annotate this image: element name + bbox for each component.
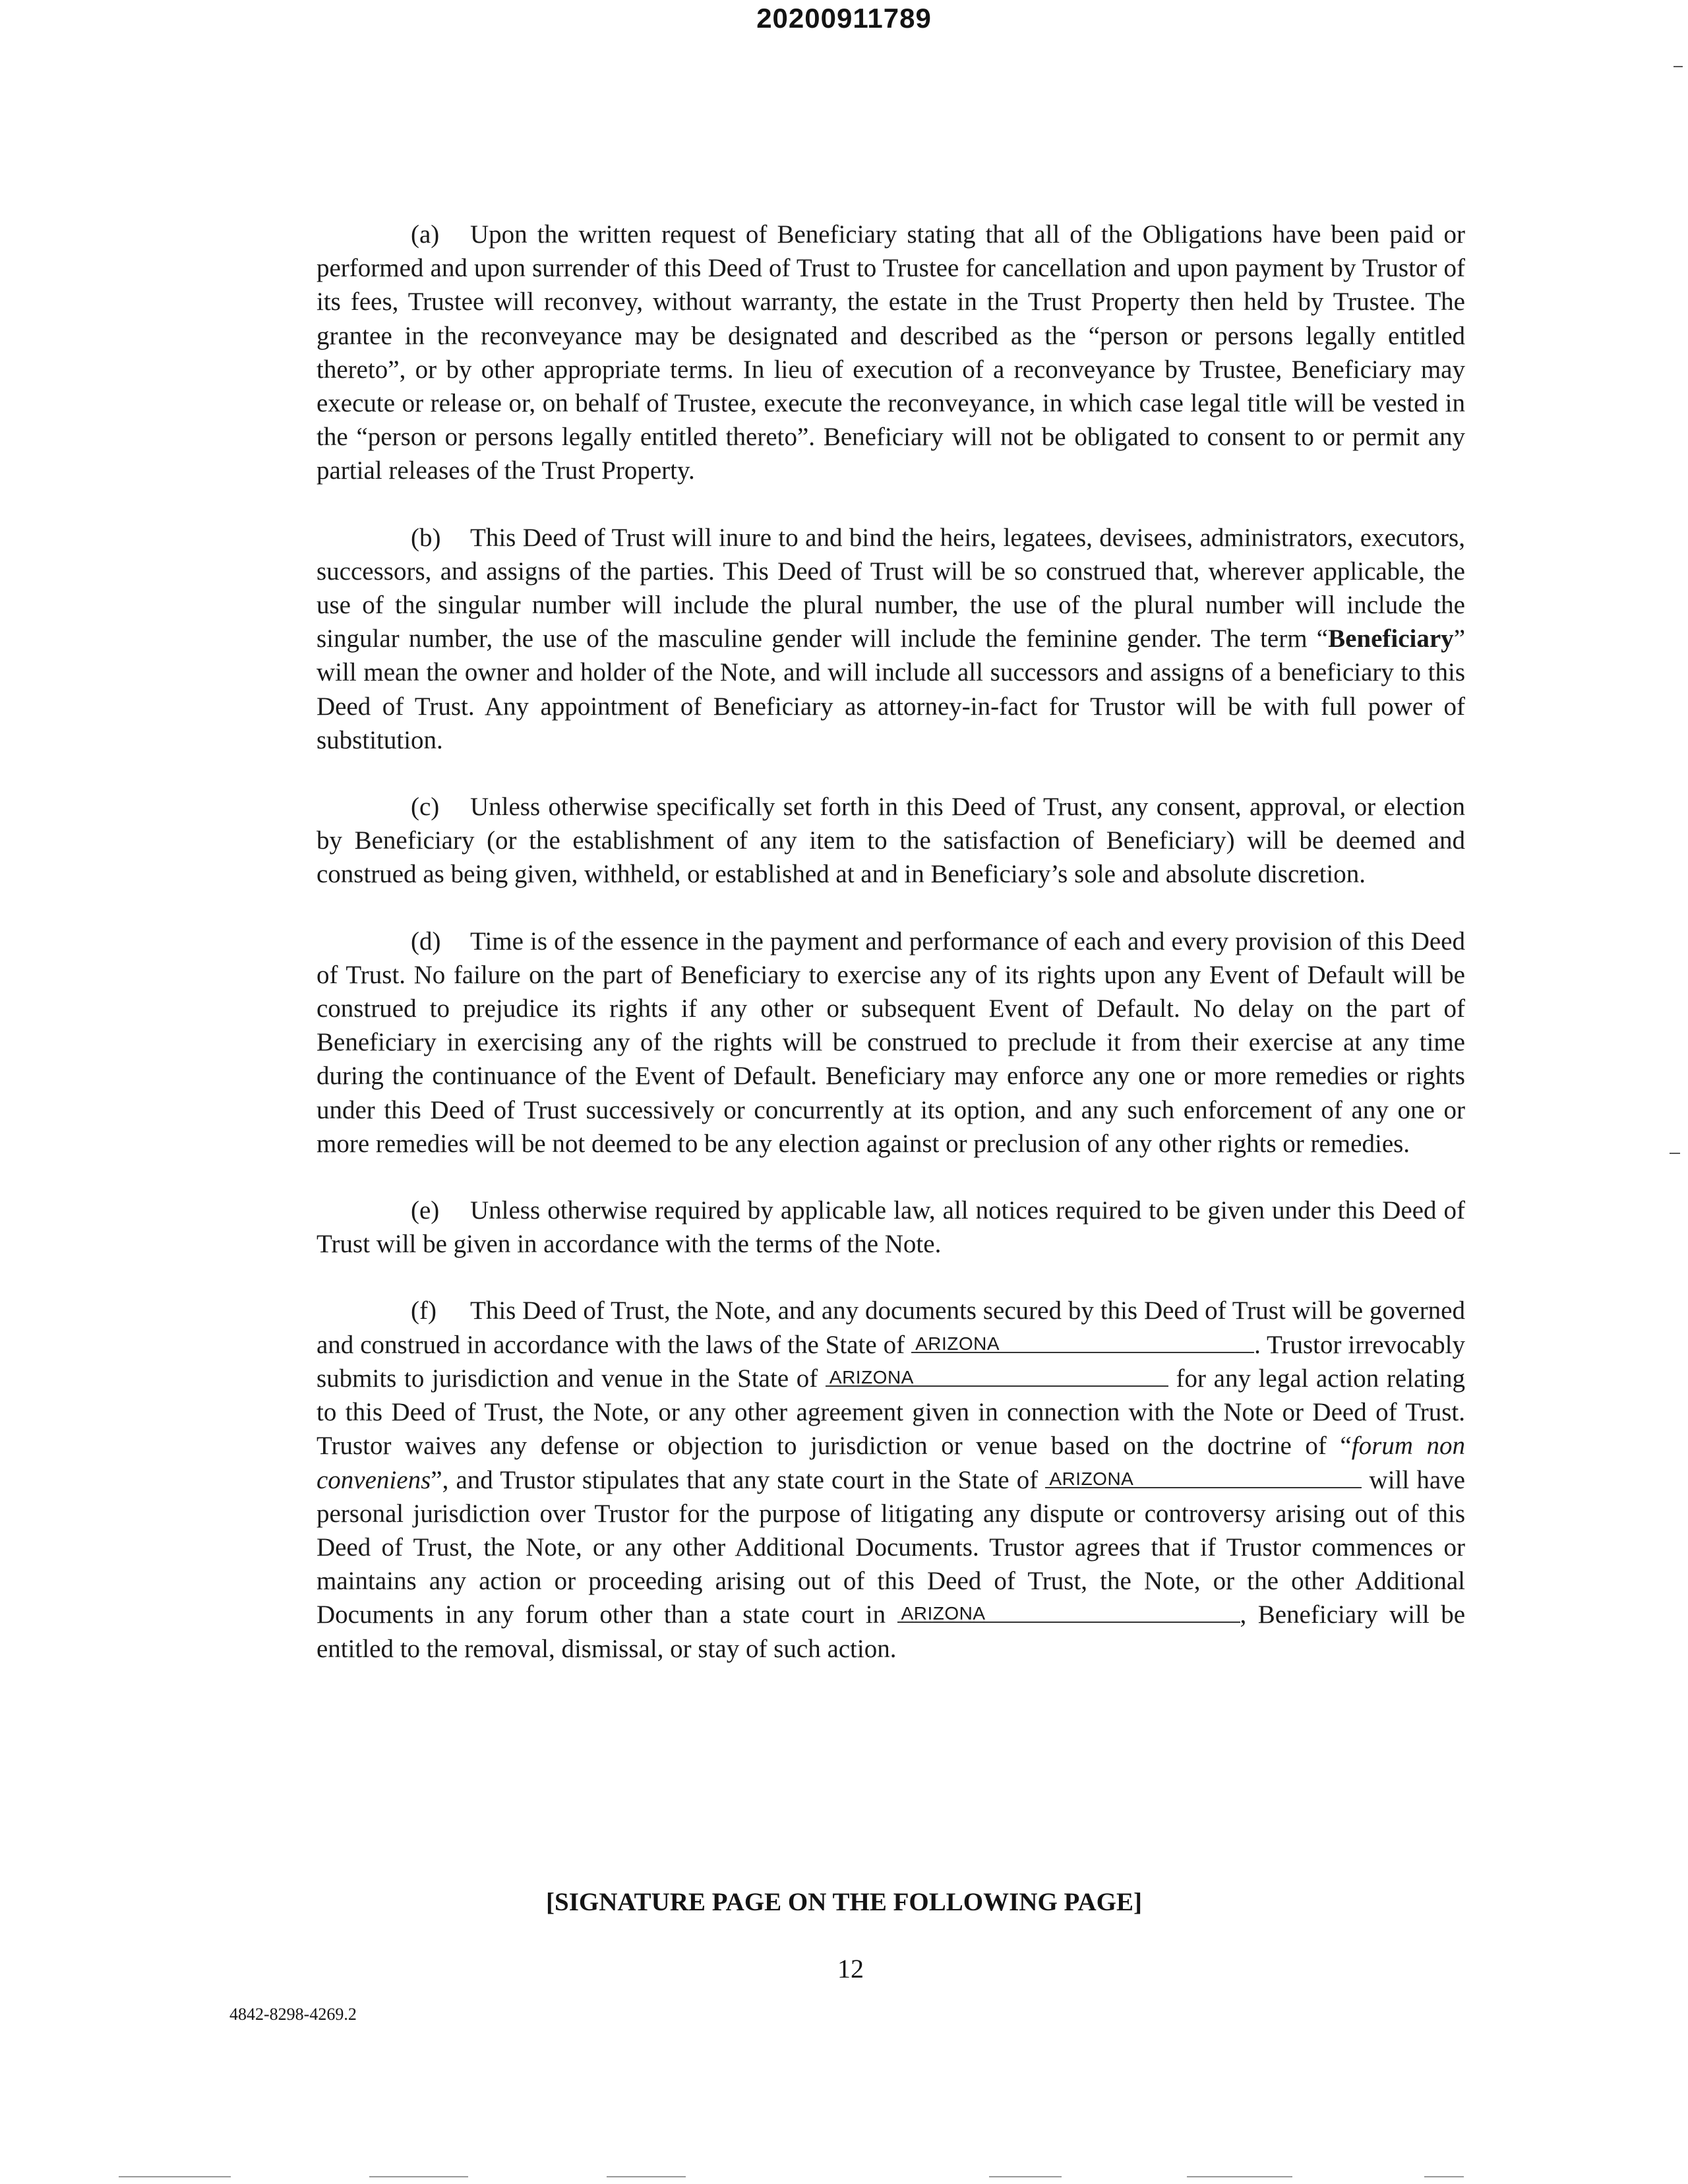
state-fill-blank xyxy=(897,1599,1240,1623)
state-fill-value: ARIZONA xyxy=(901,1603,986,1624)
scan-artifact xyxy=(369,2176,468,2177)
paragraph-marker: (d) xyxy=(411,926,441,956)
italic-term: forum non conveniens xyxy=(316,1432,1465,1494)
paragraph-text: Upon the written request of Beneficiary stating that all of the Obligations have been paid or performed and upon surrender of this Deed of Trust to Trustee for cancellation and upon payment by Trustor of its fees, Trustee will reconvey, without warranty, the estate in the Trust Property then held by Trustee. The grantee in the reconveyance may be designated and described as the “person or persons legally entitled thereto”, or by other appropriate terms. In lieu of execution of a reconveyance by Trustee, Beneficiary may execute or release or, on behalf of Trustee, execute the reconveyance, in which case legal title will be vested in the “person or persons legally entitled thereto”. Beneficiary will not be obligated to consent to or permit any partial releases of the Trust Property. xyxy=(316,220,1465,485)
state-fill-blank xyxy=(826,1363,1168,1387)
paragraph-text: This Deed of Trust will inure to and bind the heirs, legatees, devisees, administrators, executors, successors, and assigns of the parties. This Deed of Trust will be so construed that, wherever applicable, the use of the singular number will include the plural number, the use of the plural number will include the singular number, the use of the masculine gender will include the feminine gender. The term “ xyxy=(316,523,1465,653)
scan-artifact xyxy=(1673,66,1683,67)
scan-artifact xyxy=(607,2176,686,2177)
state-fill-blank xyxy=(1045,1465,1362,1488)
scan-artifact xyxy=(1424,2176,1464,2177)
signature-page-note: [SIGNATURE PAGE ON THE FOLLOWING PAGE] xyxy=(546,1888,1142,1916)
paragraph-marker: (e) xyxy=(411,1196,440,1225)
paragraph-marker: (f) xyxy=(411,1296,437,1325)
state-fill-value: ARIZONA xyxy=(1049,1468,1134,1489)
paragraph-f xyxy=(316,1294,1465,1665)
paragraph-text: ”, and Trustor stipulates that any state court in the State of xyxy=(431,1465,1039,1494)
paragraph-marker: (a) xyxy=(411,220,440,249)
paragraph-b xyxy=(316,521,1465,757)
scan-artifact xyxy=(119,2176,231,2177)
paragraph-text: will have personal jurisdiction over Trustor for the purpose of litigating any dispute or controversy arising out of this Deed of Trust, the Note, or any other Additional Documents. Trustor agrees that if Trustor commences or maintains any action or proceeding arising out of this Deed of Trust, the Note, or the other Additional Documents in any forum other than a state court in xyxy=(316,1465,1465,1629)
recording-number: 20200911789 xyxy=(756,3,932,34)
paragraph-d xyxy=(316,925,1465,1161)
state-fill-value: ARIZONA xyxy=(915,1333,1000,1354)
paragraph-text: , Beneficiary will be entitled to the removal, dismissal, or stay of such action. xyxy=(316,1600,1465,1663)
page-number: 12 xyxy=(837,1954,864,1984)
state-fill-blank xyxy=(911,1329,1254,1353)
paragraph-text: for any legal action relating to this Deed of Trust, the Note, or any other agreement given in connection with the Note or Deed of Trust. Trustor waives any defense or objection to jurisdiction or venue based on the doctrine of “ xyxy=(316,1364,1466,1461)
paragraph-c xyxy=(316,790,1465,892)
paragraph-text: This Deed of Trust, the Note, and any documents secured by this Deed of Trust will be governed and construed in accordance with the laws of the State of xyxy=(316,1296,1465,1359)
document-body xyxy=(316,218,1465,1697)
defined-term: Beneficiary xyxy=(1328,624,1454,653)
scan-artifact xyxy=(1187,2176,1292,2177)
paragraph-text: Time is of the essence in the payment and performance of each and every provision of this Deed of Trust. No failure on the part of Beneficiary to exercise any of its rights upon any Event of Default will be construed to prejudice its rights if any other or subsequent Event of Default. No delay on the part of Beneficiary in exercising any of the rights will be construed to preclude it from their exercise at any time during the continuance of the Event of Default. Beneficiary may enforce any one or more remedies or rights under this Deed of Trust successively or concurrently at its option, and any such enforcement of any one or more remedies will be not deemed to be any election against or preclusion of any other rights or remedies. xyxy=(316,926,1465,1158)
paragraph-text: Unless otherwise specifically set forth in this Deed of Trust, any consent, approval, or election by Beneficiary (or the establishment of any item to the satisfaction of Beneficiary) will be deemed and construed as being given, withheld, or established at and in Beneficiary’s sole and absolute discretion. xyxy=(316,793,1465,889)
paragraph-marker: (c) xyxy=(411,793,440,822)
scan-artifact xyxy=(1670,1153,1680,1154)
paragraph-e xyxy=(316,1194,1465,1261)
paragraph-a xyxy=(316,218,1465,488)
document-id: 4842-8298-4269.2 xyxy=(229,2005,357,2024)
paragraph-text: . Trustor irrevocably submits to jurisdiction and venue in the State of xyxy=(316,1330,1466,1393)
paragraph-text: ” will mean the owner and holder of the Note, and will include all successors and assigns of a beneficiary to this Deed of Trust. Any appointment of Beneficiary as attorney-in-fact for Trustor will be with full power of substitution. xyxy=(316,624,1465,754)
state-fill-value: ARIZONA xyxy=(829,1366,914,1387)
paragraph-marker: (b) xyxy=(411,523,441,552)
paragraph-text: Unless otherwise required by applicable law, all notices required to be given under this Deed of Trust will be given in accordance with the terms of the Note. xyxy=(316,1196,1465,1259)
scan-artifact xyxy=(989,2176,1062,2177)
